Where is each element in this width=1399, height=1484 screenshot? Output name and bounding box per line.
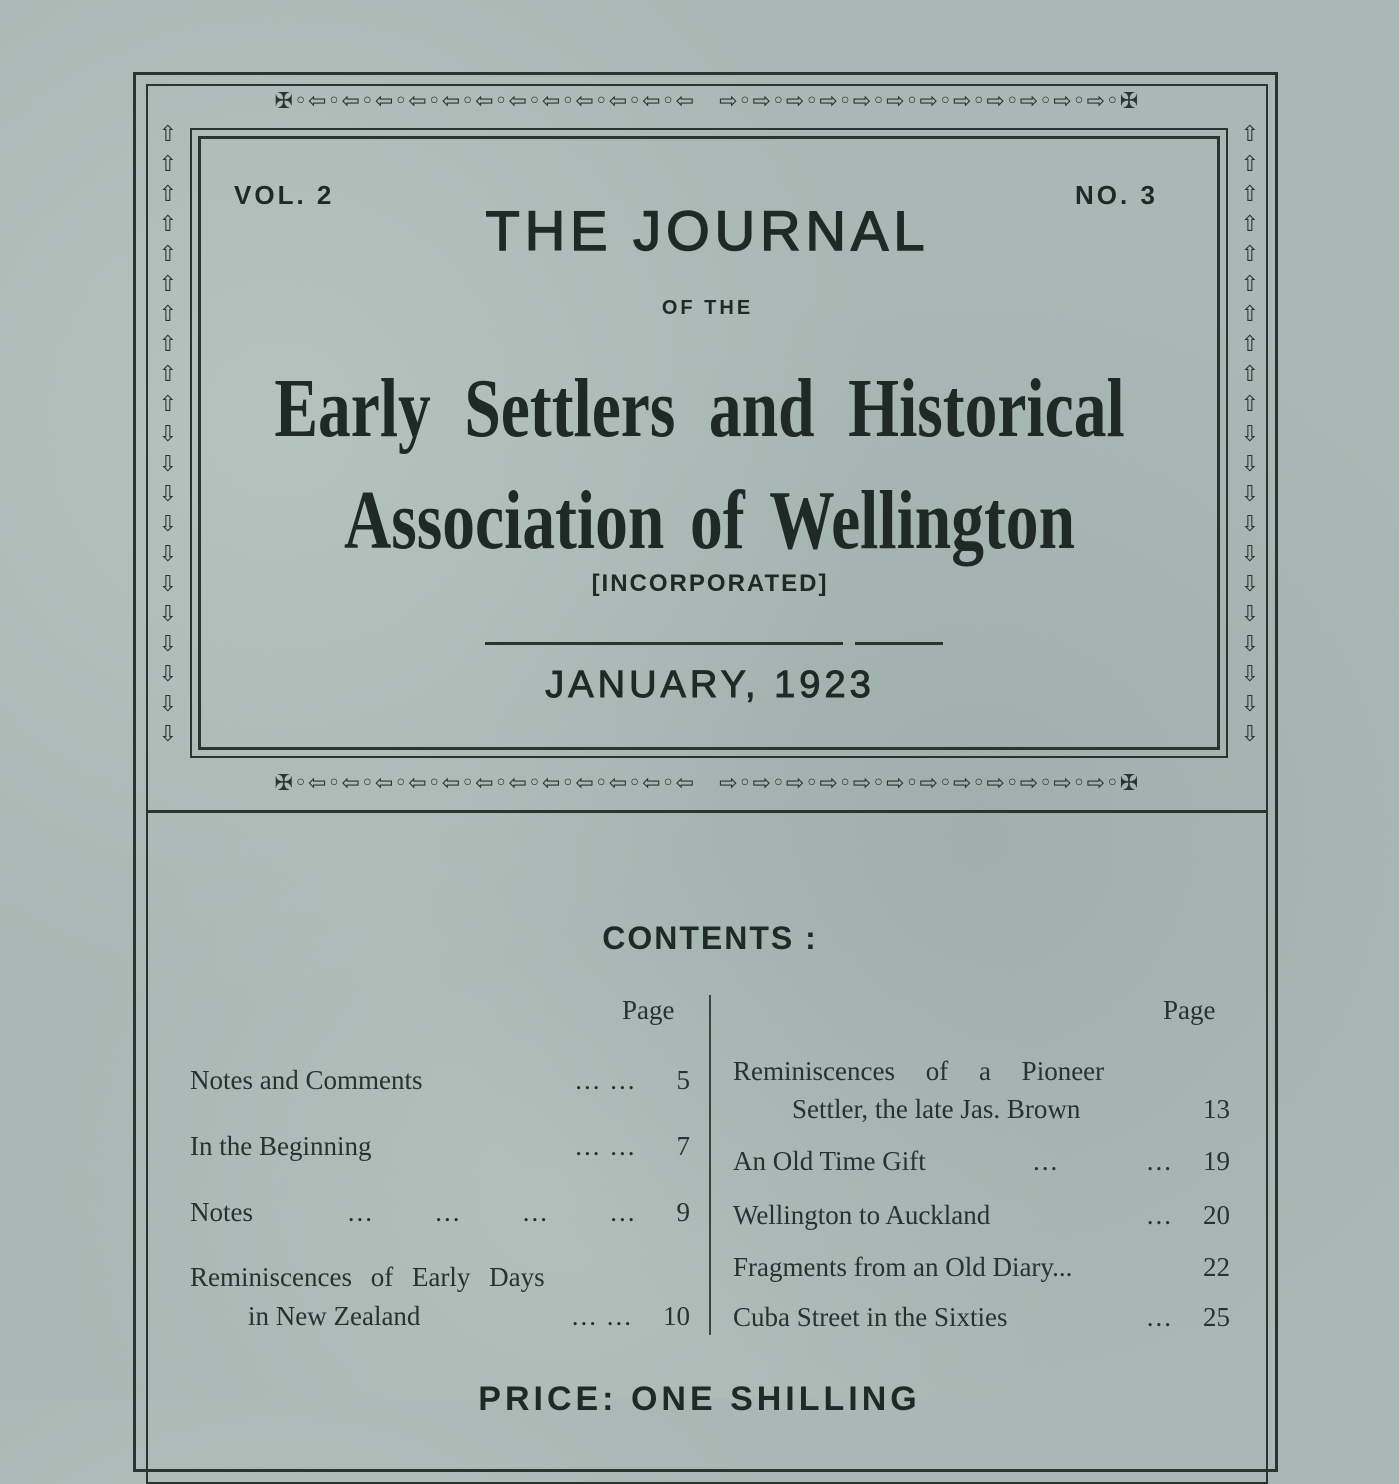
toc-leaders: ... bbox=[1146, 1200, 1173, 1230]
page-column-label-right: Page bbox=[1163, 995, 1216, 1025]
toc-entry bbox=[733, 1302, 1230, 1333]
number-label: NO. 3 bbox=[1075, 180, 1158, 210]
toc-entry-title-cont: in New Zealand bbox=[248, 1301, 421, 1331]
toc-leaders: ... ... bbox=[575, 1131, 637, 1161]
organization-name-line2: Association of Wellington bbox=[343, 474, 1076, 567]
organization-name-line1: Early Settlers and Historical bbox=[274, 362, 1125, 455]
section-divider bbox=[146, 810, 1268, 813]
incorporated-label: [INCORPORATED] bbox=[591, 570, 829, 597]
toc-entry-title: Notes bbox=[190, 1197, 253, 1227]
ornament-border-bottom: ✠◦⇦◦⇦◦⇦◦⇦◦⇦◦⇦◦⇦◦⇦◦⇦◦⇦◦⇦◦⇦ ⇨◦⇨◦⇨◦⇨◦⇨◦⇨◦⇨◦⇨◦⇨◦⇨◦⇨◦⇨◦✠ bbox=[274, 772, 1140, 796]
toc-leaders: ... ... bbox=[1033, 1146, 1173, 1176]
toc-entry bbox=[733, 1252, 1230, 1283]
toc-entry-title: Notes and Comments bbox=[190, 1065, 423, 1095]
rule-right bbox=[855, 642, 943, 645]
toc-entry-page: 9 bbox=[676, 1197, 690, 1227]
toc-entry-page: 10 bbox=[663, 1301, 690, 1331]
toc-entry-page: 19 bbox=[1203, 1146, 1230, 1176]
toc-entry-page: 7 bbox=[676, 1131, 690, 1161]
toc-entry-title: An Old Time Gift bbox=[733, 1146, 926, 1176]
of-the-label: OF THE bbox=[661, 297, 754, 319]
toc-entry-page: 13 bbox=[1203, 1094, 1230, 1124]
ornament-border-left: ⇧⇧⇧⇧⇧⇧⇧⇧⇧⇧ ⇩⇩⇩⇩⇩⇩⇩⇩⇩⇩⇩ bbox=[158, 122, 178, 747]
column-divider bbox=[709, 995, 711, 1335]
toc-entry-page: 5 bbox=[676, 1065, 690, 1095]
toc-entry-page: 25 bbox=[1203, 1302, 1230, 1332]
toc-entry-title: Cuba Street in the Sixties bbox=[733, 1302, 1008, 1332]
toc-entry bbox=[248, 1301, 690, 1332]
ornament-border-right: ⇧⇧⇧⇧⇧⇧⇧⇧⇧⇧ ⇩⇩⇩⇩⇩⇩⇩⇩⇩⇩⇩ bbox=[1240, 122, 1260, 747]
volume-label: VOL. 2 bbox=[234, 180, 335, 210]
ornament-border-top: ✠◦⇦◦⇦◦⇦◦⇦◦⇦◦⇦◦⇦◦⇦◦⇦◦⇦◦⇦◦⇦ ⇨◦⇨◦⇨◦⇨◦⇨◦⇨◦⇨◦⇨◦⇨◦⇨◦⇨◦⇨◦✠ bbox=[274, 90, 1140, 114]
toc-entry bbox=[190, 1131, 690, 1162]
toc-entry-title: Wellington to Auckland bbox=[733, 1200, 991, 1230]
toc-entry-title: In the Beginning bbox=[190, 1131, 372, 1161]
toc-leaders: ... bbox=[1146, 1302, 1173, 1332]
toc-entry bbox=[190, 1065, 690, 1096]
toc-entry bbox=[733, 1200, 1230, 1231]
toc-entry-title-cont: Settler, the late Jas. Brown bbox=[792, 1094, 1081, 1124]
toc-leaders: ... ... ... ... bbox=[347, 1197, 637, 1227]
page-column-label-left: Page bbox=[622, 995, 675, 1025]
issue-date: JANUARY, 1923 bbox=[545, 664, 875, 706]
toc-entry-title: Reminiscences of Early Days bbox=[190, 1262, 545, 1292]
toc-leaders: ... ... bbox=[575, 1065, 637, 1095]
rule-left bbox=[485, 642, 843, 645]
toc-entry bbox=[733, 1146, 1230, 1177]
toc-entry-title: Fragments from an Old Diary... bbox=[733, 1252, 1073, 1282]
toc-entry-title: Reminiscences of a Pioneer bbox=[733, 1056, 1105, 1086]
toc-entry-page: 22 bbox=[1203, 1252, 1230, 1282]
toc-entry bbox=[190, 1197, 690, 1228]
price-label: PRICE: ONE SHILLING bbox=[478, 1380, 921, 1418]
contents-heading: CONTENTS : bbox=[602, 920, 818, 956]
toc-entry-page: 20 bbox=[1203, 1200, 1230, 1230]
toc-entry bbox=[792, 1094, 1230, 1125]
journal-title: THE JOURNAL bbox=[485, 199, 930, 262]
toc-leaders: ... ... bbox=[571, 1301, 633, 1331]
